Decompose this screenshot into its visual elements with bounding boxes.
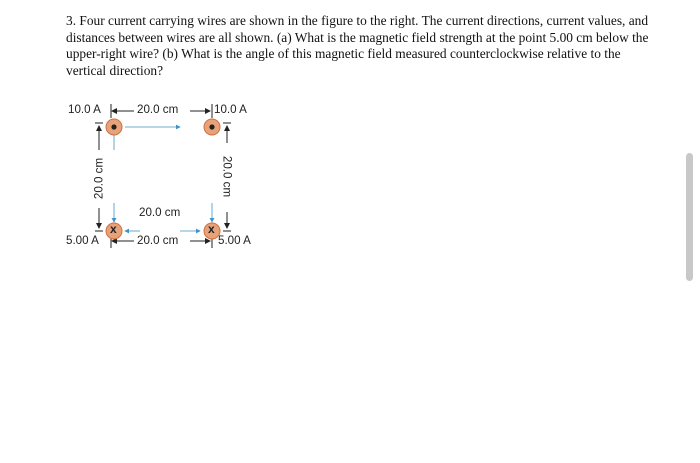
bottom-left-current-label: 5.00 A [66,234,99,247]
vertical-scrollbar[interactable] [686,153,693,281]
dot-top-left-icon [111,124,116,129]
middle-distance-label: 20.0 cm [139,206,181,219]
cross-bottom-left-icon: x [110,222,117,236]
left-distance-label: 20.0 cm [92,157,106,200]
right-distance-label: 20.0 cm [220,155,234,198]
bottom-distance-label: 20.0 cm [137,234,179,247]
bottom-right-current-label: 5.00 A [218,234,251,247]
problem-text: 3. Four current carrying wires are shown in the figure to the right. The current directions, current values, and distances between wires are all shown. (a) What is the magnetic field strength at the point 5.00 cm below the upper-right wire? (b) What is the angle of this magnetic field measured counterclockwise relative to the vertical direction? [66,13,649,78]
top-distance-label: 20.0 cm [137,103,179,116]
top-right-current-label: 10.0 A [214,103,247,116]
top-left-current-label: 10.0 A [68,103,101,116]
dot-top-right-icon [209,124,214,129]
cross-bottom-right-icon: x [208,222,215,236]
